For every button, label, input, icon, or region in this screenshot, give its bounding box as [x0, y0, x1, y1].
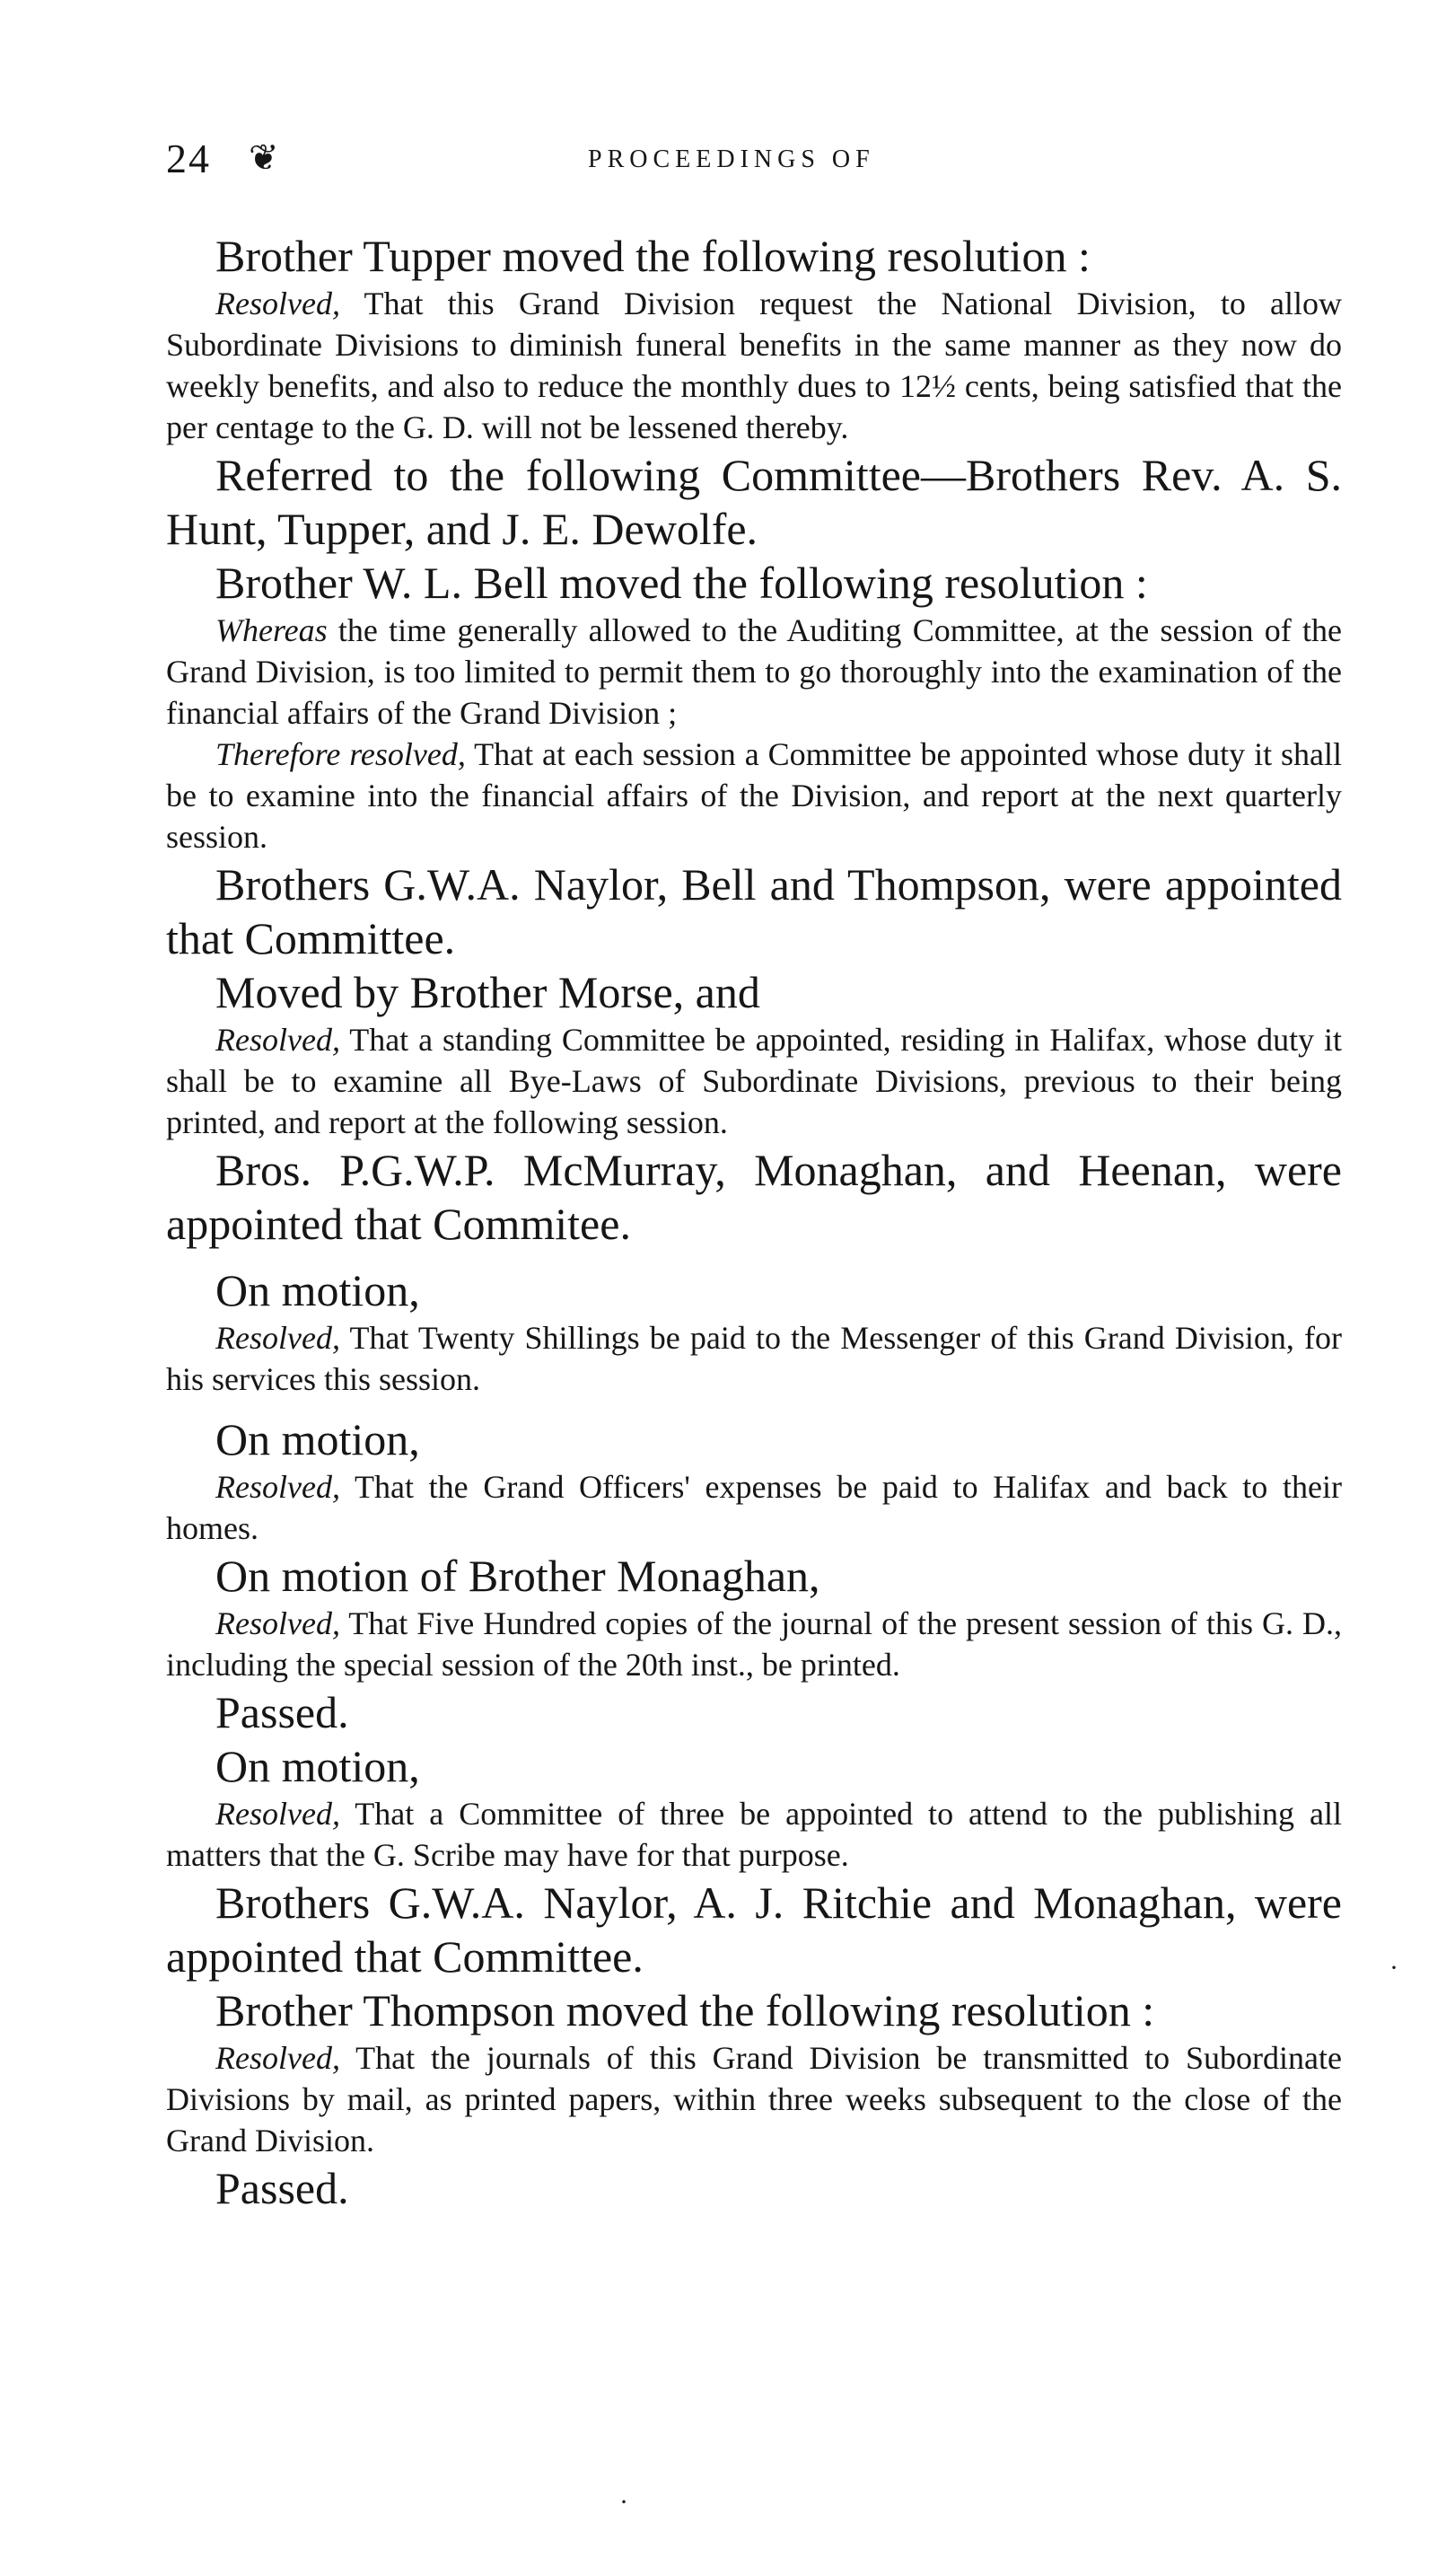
motion-paragraph: Passed.	[215, 2163, 349, 2213]
page-body	[166, 229, 1342, 2215]
motion-paragraph: Referred to the following Committee—Brothers Rev. A. S. Hunt, Tupper, and J. E. Dewolfe.	[166, 450, 1342, 554]
motion-paragraph: On motion,	[215, 1414, 420, 1464]
motion-paragraph: On motion,	[215, 1265, 420, 1315]
motion-paragraph: Brothers G.W.A. Naylor, A. J. Ritchie and Monaghan, were appointed that Committee.	[166, 1877, 1342, 1982]
motion-paragraph: On motion of Brother Monaghan,	[215, 1551, 820, 1601]
resolution-lead: Resolved,	[215, 1022, 340, 1058]
footer-mark: ·	[619, 2487, 628, 2517]
running-title: PROCEEDINGS OF	[588, 145, 875, 173]
resolution-paragraph	[166, 610, 1342, 734]
resolution-paragraph	[166, 283, 1342, 448]
resolution-paragraph	[166, 2037, 1342, 2161]
motion-paragraph: Brother W. L. Bell moved the following resolution :	[215, 558, 1148, 608]
page-header	[166, 135, 1342, 189]
resolution-text: That this Grand Division request the National Division, to allow Subordinate Divisions to diminish funeral benefits in the same manner as they now do weekly benefits, and also to reduce the monthly dues to 12½ cents, being satisfied that the per centage to the G. D. will not be lessened thereby.	[166, 286, 1342, 445]
motion-paragraph: Moved by Brother Morse, and	[215, 967, 760, 1017]
motion-paragraph: Bros. P.G.W.P. McMurray, Monaghan, and Heenan, were appointed that Commitee.	[166, 1145, 1342, 1249]
page-number: 24	[166, 136, 211, 181]
resolution-text: That at each session a Committee be appointed whose duty it shall be to examine into the financial affairs of the Division, and report at the next quarterly session.	[166, 736, 1342, 855]
resolution-lead: Resolved,	[215, 1605, 340, 1641]
resolution-text: That Five Hundred copies of the journal of the present session of this G. D., including the special session of the 20th inst., be printed.	[166, 1605, 1342, 1683]
resolution-text: That a standing Committee be appointed, residing in Halifax, whose duty it shall be to examine all Bye-Laws of Subordinate Divisions, previous to their being printed, and report at the following session.	[166, 1022, 1342, 1140]
resolution-lead: Resolved,	[215, 1796, 340, 1832]
resolution-paragraph	[166, 734, 1342, 857]
motion-paragraph: Passed.	[215, 1687, 349, 1737]
resolution-paragraph	[166, 1019, 1342, 1143]
resolution-lead: Resolved,	[215, 1469, 340, 1505]
motion-paragraph: On motion,	[215, 1741, 420, 1791]
resolution-lead: Resolved,	[215, 1320, 340, 1356]
resolution-text: the time generally allowed to the Auditing Committee, at the session of the Grand Division, is too limited to permit them to go thoroughly into the examination of the financial affairs of the Grand Division ;	[166, 612, 1342, 731]
resolution-paragraph	[166, 1793, 1342, 1876]
motion-paragraph: Brother Thompson moved the following resolution :	[215, 1985, 1155, 2035]
resolution-lead: Therefore resolved,	[215, 736, 466, 772]
resolution-lead: Whereas	[215, 612, 328, 648]
margin-mark: ·	[1389, 1953, 1398, 1983]
motion-paragraph: Brother Tupper moved the following resolution :	[215, 231, 1091, 281]
resolution-paragraph	[166, 1603, 1342, 1685]
resolution-lead: Resolved,	[215, 286, 340, 321]
motion-paragraph: Brothers G.W.A. Naylor, Bell and Thompson, were appointed that Committee.	[166, 859, 1342, 963]
resolution-text: That the journals of this Grand Division be transmitted to Subordinate Divisions by mail, as printed papers, within three weeks subsequent to the close of the Grand Division.	[166, 2040, 1342, 2158]
resolution-text: That Twenty Shillings be paid to the Messenger of this Grand Division, for his services this session.	[166, 1320, 1342, 1397]
resolution-text: That the Grand Officers' expenses be paid to Halifax and back to their homes.	[166, 1469, 1342, 1546]
resolution-text: That a Committee of three be appointed to attend to the publishing all matters that the G. Scribe may have for that purpose.	[166, 1796, 1342, 1873]
resolution-paragraph	[166, 1317, 1342, 1400]
resolution-paragraph	[166, 1466, 1342, 1549]
ornament-icon: ❦	[249, 137, 279, 178]
resolution-lead: Resolved,	[215, 2040, 340, 2076]
